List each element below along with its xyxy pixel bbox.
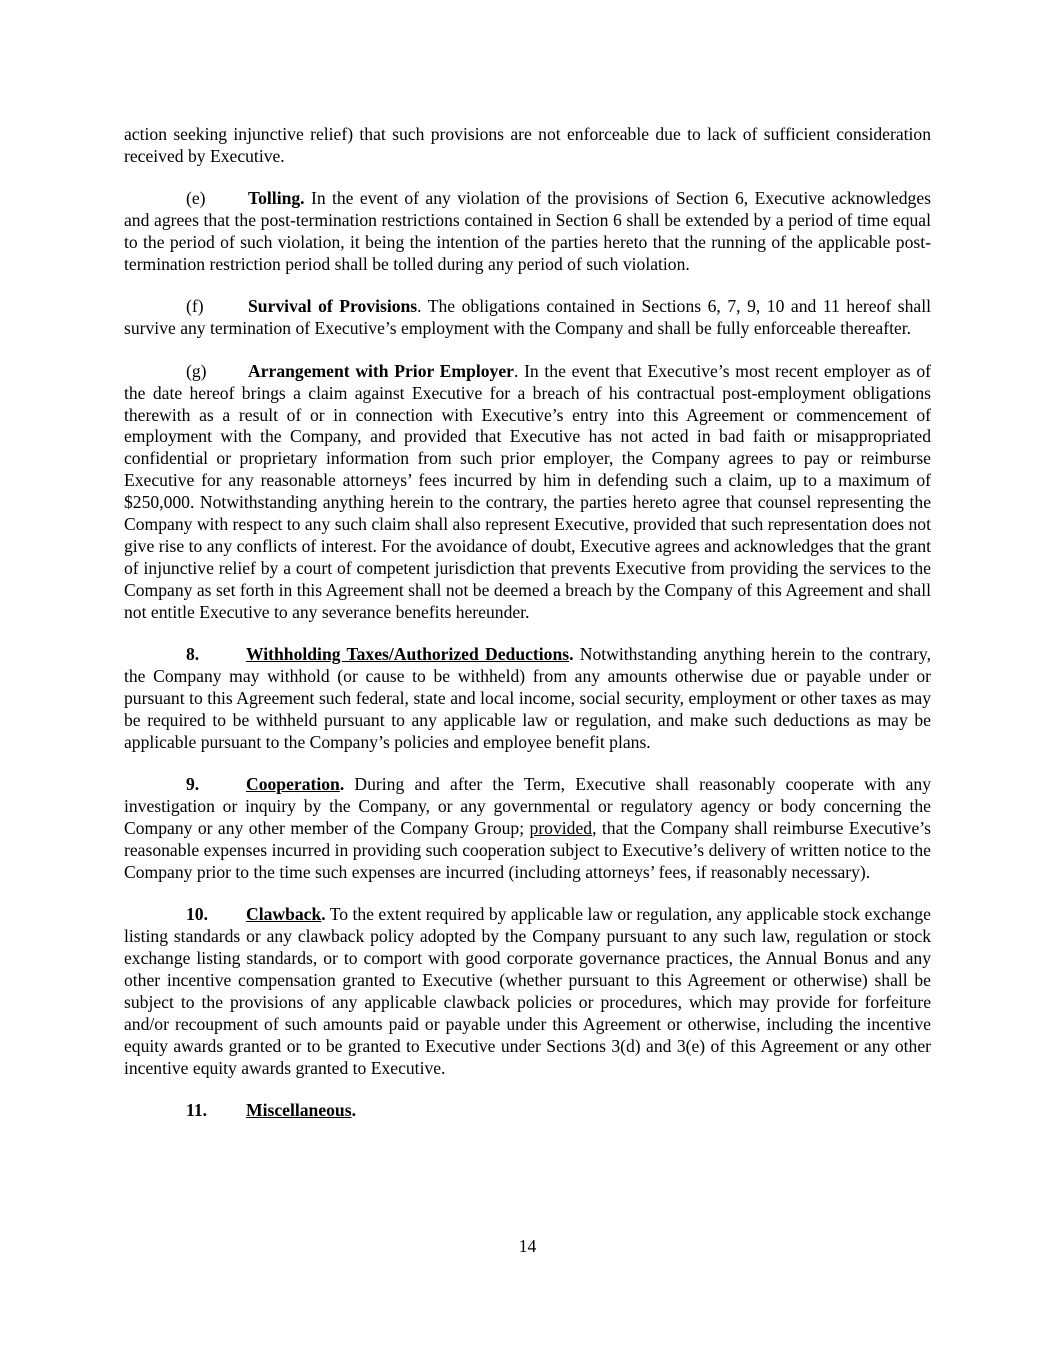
clause-text-survival: . The obligations contained in Sections 6, 7, 9, 10 and 11 hereof shall survive any termination of Executive’s employment with the Company and shall be fully enforceable thereafter. [124,296,931,339]
provided-term: provided [529,817,593,838]
section-text-cooperation-a: During and after the Term, Executive shall reasonably cooperate with any investigation or inquiry by the Company, or any governmental or regulatory agency or body concerning the Company or any other member of the Company Group; [124,774,931,838]
clause-heading-survival: Survival of Provisions [248,296,418,317]
section-heading-clawback: Clawback [246,904,322,925]
section-heading-period: . [569,644,574,665]
section-11-miscellaneous [124,1100,931,1122]
section-heading-cooperation: Cooperation [246,774,340,795]
section-9-cooperation [124,774,931,884]
page-number: 14 [518,1236,537,1256]
clause-label-f: (f) [186,296,204,317]
section-text-cooperation-b: , that the Company shall reimburse Executive’s reasonable expenses incurred in providing such cooperation subject to Executive’s delivery of written notice to the Company prior to the time such expenses are incurred (including attorneys’ fees, if reasonably necessary). [124,817,931,882]
section-heading-miscellaneous: Miscellaneous [246,1099,352,1120]
document-page [124,124,931,1142]
section-text-clawback: To the extent required by applicable law or regulation, any applicable stock exchange listing standards or any clawback policy adopted by the Company pursuant to any such law, regulation or stock exchange listing standards, or to comport with good corporate governance practices, the Annual Bonus and any other incentive compensation granted to Executive (whether pursuant to this Agreement or otherwise) shall be subject to the provisions of any applicable clawback policies or procedures, which may provide for forfeiture and/or recoupment of such amounts paid or payable under this Agreement or otherwise, including the incentive equity awards granted or to be granted to Executive under Sections 3(d) and 3(e) of this Agreement or any other incentive equity awards granted to Executive. [124,904,931,1078]
section-heading-period: . [351,1099,356,1120]
section-number-8: 8. [186,644,200,665]
section-number-10: 10. [186,904,208,925]
clause-heading-prior-employer: Arrangement with Prior Employer [248,360,514,381]
section-heading-period: . [321,904,326,925]
section-7f-survival [124,296,931,340]
section-heading-withholding: Withholding Taxes/Authorized Deductions [246,644,570,665]
section-7g-prior-employer [124,361,931,624]
clause-label-g: (g) [186,360,207,381]
continuation-paragraph [124,124,931,168]
section-number-9: 9. [186,774,200,795]
section-text-withholding: Notwithstanding anything herein to the contrary, the Company may withhold (or cause to be withheld) from any amounts otherwise due or payable under or pursuant to this Agreement such federal, state and local income, social security, employment or other taxes as may be required to be withheld pursuant to any applicable law or regulation, and make such deductions as may be applicable pursuant to the Company’s policies and employee benefit plans. [124,644,931,752]
continuation-text: action seeking injunctive relief) that such provisions are not enforceable due to lack of sufficient consideration received by Executive. [124,124,931,166]
section-7e-tolling [124,188,931,276]
section-heading-period: . [339,774,345,795]
clause-heading-tolling: Tolling. [248,188,305,209]
section-10-clawback [124,904,931,1079]
clause-text-tolling: In the event of any violation of the provisions of Section 6, Executive acknowledges and agrees that the post-termination restrictions contained in Section 6 shall be extended by a period of time equal to the period of such violation, it being the intention of the parties hereto that the running of the applicable post-termination restriction period shall be tolled during any period of such violation. [124,188,931,275]
clause-label-e: (e) [186,188,206,209]
section-number-11: 11. [186,1099,208,1120]
clause-text-prior-employer: . In the event that Executive’s most recent employer as of the date hereof brings a claim against Executive for a breach of his contractual post-employment obligations therewith as a result of or in connection with Executive’s entry into this Agreement or commencement of employment with the Company, and provided that Executive has not acted in bad faith or misappropriated confidential or proprietary information from such prior employer, the Company agrees to pay or reimburse Executive for any reasonable attorneys’ fees incurred by him in defending such a claim, up to a maximum of $250,000. Notwithstanding anything herein to the contrary, the parties hereto agree that counsel representing the Company with respect to any such claim shall also represent Executive, provided that such representation does not give rise to any conflicts of interest. For the avoidance of doubt, Executive agrees and acknowledges that the grant of injunctive relief by a court of competent jurisdiction that prevents Executive from providing the services to the Company as set forth in this Agreement shall not be deemed a breach by the Company of this Agreement and shall not entitle Executive to any severance benefits hereunder. [124,360,932,622]
section-8-withholding [124,644,931,754]
